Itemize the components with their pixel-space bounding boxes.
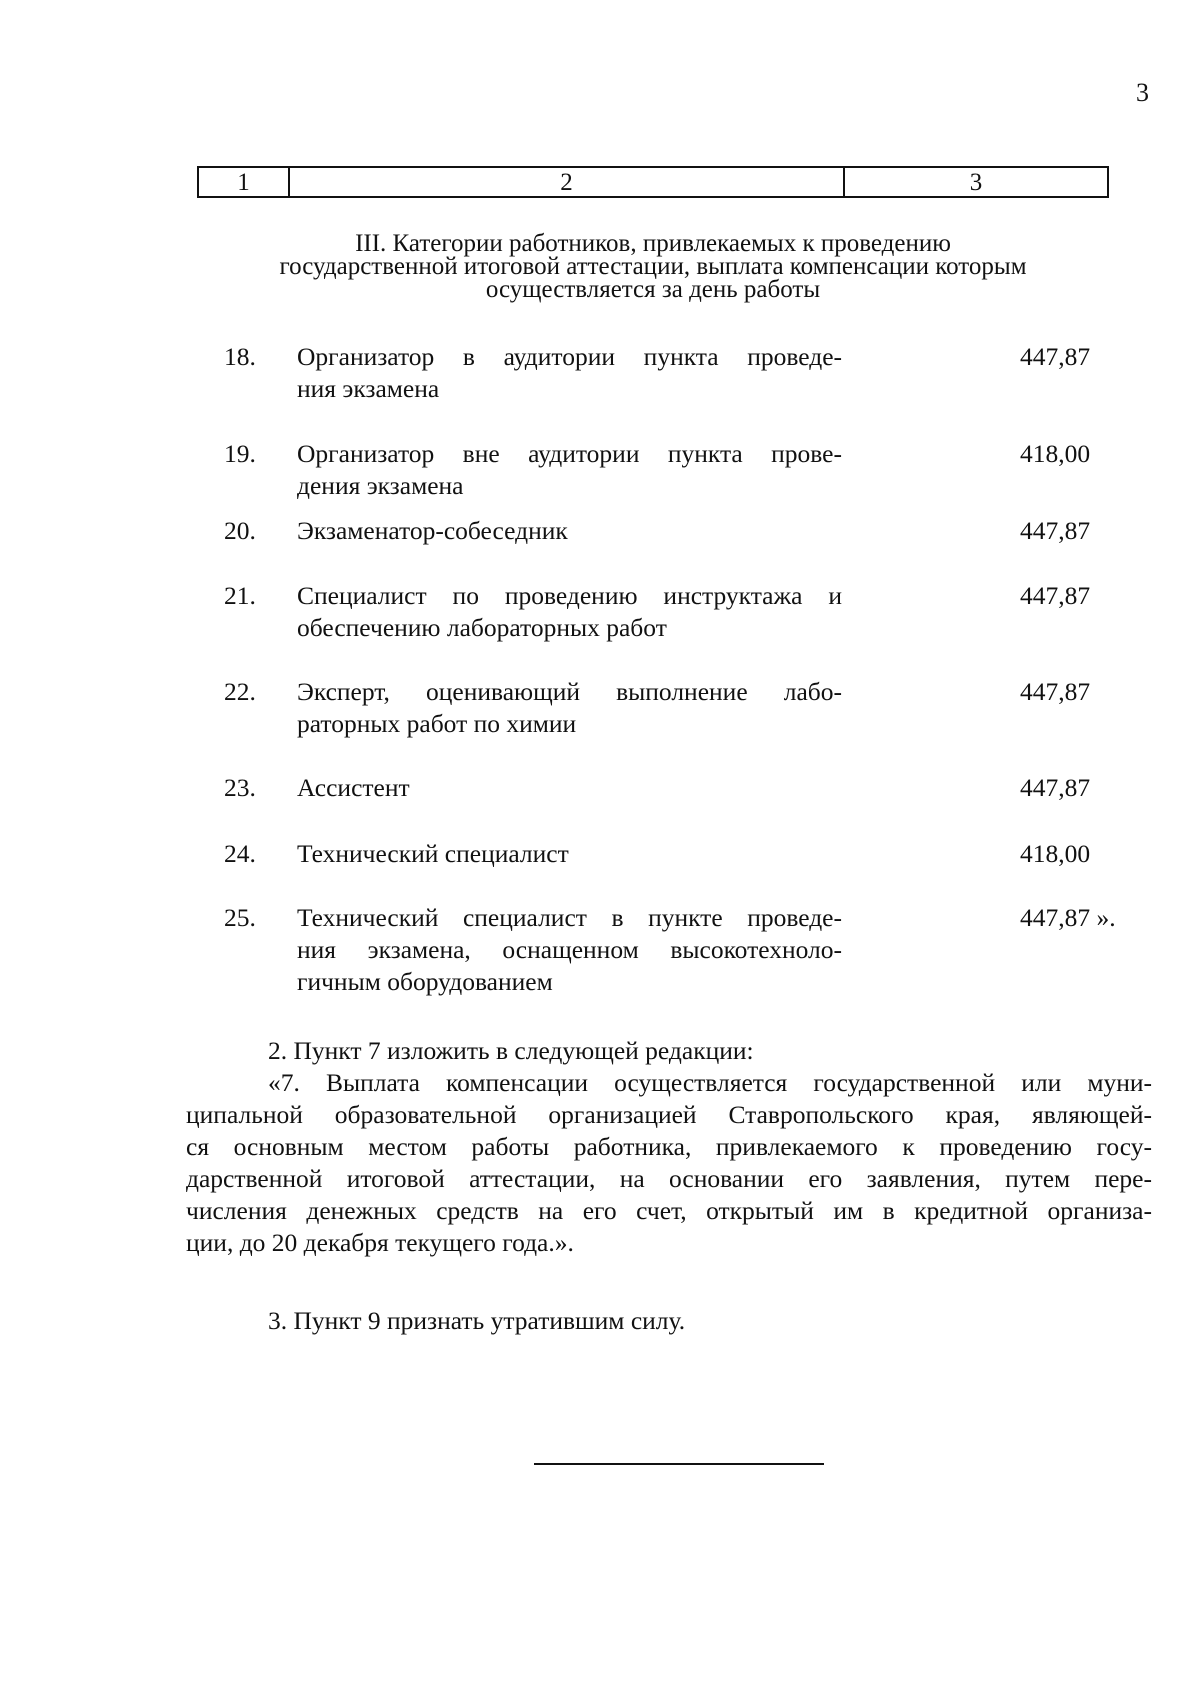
- section-heading: [200, 232, 1106, 301]
- row-category-line: Специалист по проведению инструктажа и: [297, 581, 842, 610]
- row-amount: 418,00: [1020, 839, 1091, 868]
- row-category-line: гичным оборудованием: [297, 967, 553, 996]
- column-number-1: 1: [199, 168, 290, 196]
- column-number-2: 2: [290, 168, 845, 196]
- row-number: 22.: [224, 677, 256, 706]
- row-category-line: ния экзамена, оснащенном высокотехноло-: [297, 935, 842, 964]
- row-number: 21.: [224, 581, 256, 610]
- row-category: [297, 772, 842, 804]
- row-amount: 418,00: [1020, 439, 1091, 468]
- paragraph-3: [186, 1305, 1152, 1337]
- row-category-line: Эксперт, оценивающий выполнение лабо-: [297, 677, 842, 706]
- row-category: [297, 902, 842, 998]
- row-category-line: Организатор вне аудитории пункта прове-: [297, 439, 842, 468]
- row-number: 24.: [224, 839, 256, 868]
- row-category: [297, 515, 842, 547]
- paragraph-2-line: ципальной образовательной организацией Ставропольского края, являющей-: [186, 1100, 1152, 1129]
- row-number: 19.: [224, 439, 256, 468]
- paragraph-2-intro: 2. Пункт 7 изложить в следующей редакции:: [268, 1036, 754, 1065]
- row-category: [297, 341, 842, 405]
- row-category: [297, 676, 842, 740]
- table-column-header: [197, 166, 1109, 198]
- row-category-line: Организатор в аудитории пункта проведе-: [297, 342, 842, 371]
- section-heading-line: осуществляется за день работы: [485, 276, 821, 303]
- section-heading-line: III. Категории работников, привлекаемых к проведению: [355, 230, 951, 257]
- row-category: [297, 438, 842, 502]
- row-category: [297, 838, 842, 870]
- row-amount: 447,87: [1020, 342, 1091, 371]
- paragraph-2-line: «7. Выплата компенсации осуществляется государственной или муни-: [268, 1068, 1152, 1097]
- row-category-line: ния экзамена: [297, 374, 440, 403]
- paragraph-3-text: 3. Пункт 9 признать утратившим силу.: [268, 1306, 686, 1335]
- paragraph-2-line: дарственной итоговой аттестации, на основании его заявления, путем пере-: [186, 1164, 1152, 1193]
- row-amount: 447,87: [1020, 581, 1091, 610]
- row-number: 20.: [224, 516, 256, 545]
- row-category-line: Экзаменатор-собеседник: [297, 516, 568, 545]
- column-number-3: 3: [969, 168, 983, 196]
- row-category-line: Ассистент: [297, 773, 410, 802]
- paragraph-2-line: числения денежных средств на его счет, открытый им в кредитной организа-: [186, 1196, 1152, 1225]
- closing-rule: [534, 1463, 824, 1465]
- paragraph-2-line: ции, до 20 декабря текущего года.».: [186, 1228, 574, 1257]
- paragraph-2-line: ся основным местом работы работника, привлекаемого к проведению госу-: [186, 1132, 1152, 1161]
- paragraph-2: [186, 1035, 1152, 1259]
- row-category-line: дения экзамена: [297, 471, 464, 500]
- row-number: 18.: [224, 342, 256, 371]
- row-category-line: Технический специалист в пункте проведе-: [297, 903, 842, 932]
- row-amount: 447,87: [1020, 773, 1091, 802]
- row-number: 23.: [224, 773, 256, 802]
- row-category-line: раторных работ по химии: [297, 709, 577, 738]
- row-category-line: Технический специалист: [297, 839, 569, 868]
- row-category: [297, 580, 842, 644]
- row-amount: 447,87: [1020, 516, 1091, 545]
- section-heading-line: государственной итоговой аттестации, выплата компенсации которым: [279, 253, 1027, 280]
- row-amount: 447,87: [1020, 677, 1091, 706]
- row-category-line: обеспечению лабораторных работ: [297, 613, 667, 642]
- row-number: 25.: [224, 903, 256, 932]
- page-number: 3: [1136, 78, 1149, 107]
- row-amount: 447,87 ».: [1020, 903, 1116, 932]
